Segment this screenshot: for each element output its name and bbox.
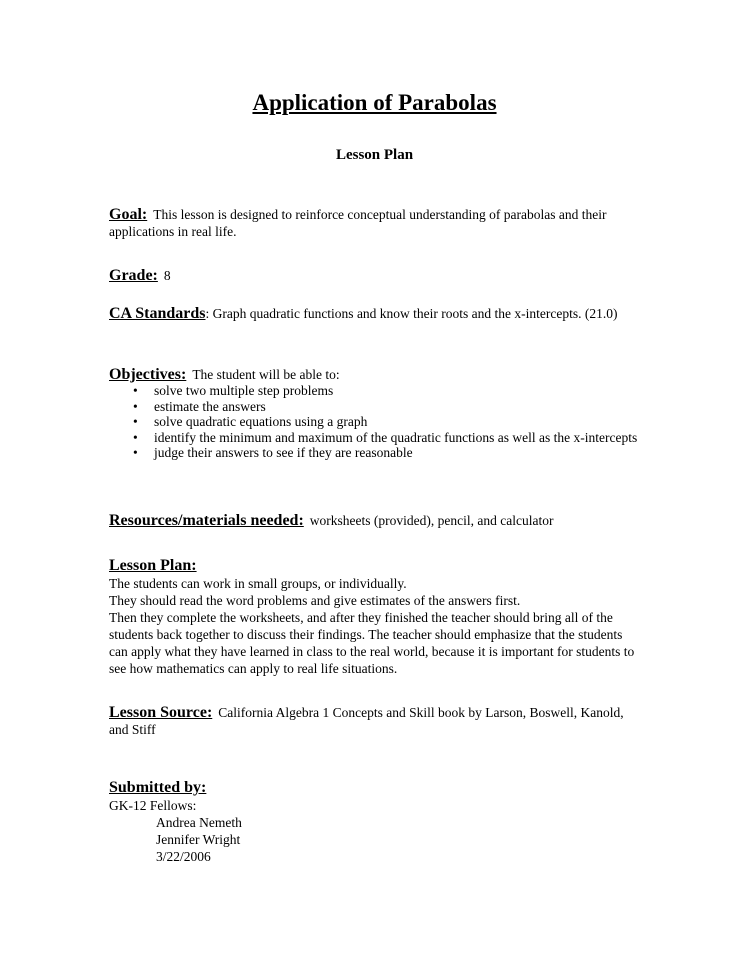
goal-heading: Goal: bbox=[109, 206, 148, 223]
lesson-source-section bbox=[109, 704, 639, 738]
submitter-name: Andrea Nemeth bbox=[156, 815, 242, 830]
bullet-icon: • bbox=[133, 429, 138, 445]
lesson-plan-heading: Lesson Plan: bbox=[109, 557, 197, 574]
submitted-by-heading: Submitted by: bbox=[109, 779, 207, 796]
submitter-name: Jennifer Wright bbox=[156, 832, 241, 847]
standards-text: : Graph quadratic functions and know their roots and the x-intercepts. (21.0) bbox=[205, 306, 618, 321]
submission-date: 3/22/2006 bbox=[156, 849, 211, 864]
objectives-heading: Objectives: bbox=[109, 366, 187, 383]
list-item: • solve quadratic equations using a graph bbox=[133, 414, 368, 429]
grade-heading: Grade: bbox=[109, 267, 158, 284]
lesson-plan-line: Then they complete the worksheets, and after they finished the teacher should bring all of the students back together to discuss their findings. The teacher should emphasize that the students can apply what they have learned in class to the real world, because it is important for students to see how mathematics can apply to real life situations. bbox=[109, 610, 635, 676]
objectives-section bbox=[109, 366, 639, 461]
submitted-by-section bbox=[109, 778, 639, 865]
bullet-icon: • bbox=[133, 383, 138, 398]
list-item: • judge their answers to see if they are reasonable bbox=[133, 445, 413, 460]
bullet-icon: • bbox=[133, 398, 138, 414]
standards-heading: CA Standards bbox=[109, 305, 206, 322]
list-item: • identify the minimum and maximum of the quadratic functions as well as the x-intercepts bbox=[133, 429, 638, 445]
bullet-icon: • bbox=[133, 414, 138, 429]
resources-heading: Resources/materials needed: bbox=[109, 512, 304, 529]
lesson-plan-line: The students can work in small groups, or individually. bbox=[109, 576, 407, 591]
submitted-by-group: GK-12 Fellows: bbox=[109, 798, 197, 813]
lesson-source-heading: Lesson Source: bbox=[109, 704, 213, 721]
list-item: • solve two multiple step problems bbox=[133, 383, 334, 398]
goal-section bbox=[109, 206, 639, 240]
goal-text: This lesson is designed to reinforce conceptual understanding of parabolas and their applications in real life. bbox=[109, 207, 607, 239]
lesson-plan-section bbox=[109, 556, 639, 677]
standards-section bbox=[109, 305, 639, 322]
resources-section bbox=[109, 512, 639, 529]
resources-text: worksheets (provided), pencil, and calculator bbox=[309, 513, 554, 528]
grade-value: 8 bbox=[163, 268, 171, 283]
bullet-icon: • bbox=[133, 445, 138, 460]
list-item: • estimate the answers bbox=[133, 398, 266, 414]
document-title: Application of Parabolas bbox=[252, 90, 497, 115]
grade-section bbox=[109, 267, 639, 284]
document-subtitle: Lesson Plan bbox=[335, 147, 414, 163]
lesson-source-text: California Algebra 1 Concepts and Skill book by Larson, Boswell, Kanold, and Stiff bbox=[109, 705, 624, 737]
lesson-plan-line: They should read the word problems and give estimates of the answers first. bbox=[109, 593, 521, 608]
objectives-list bbox=[109, 383, 639, 461]
objectives-intro: The student will be able to: bbox=[192, 367, 340, 382]
